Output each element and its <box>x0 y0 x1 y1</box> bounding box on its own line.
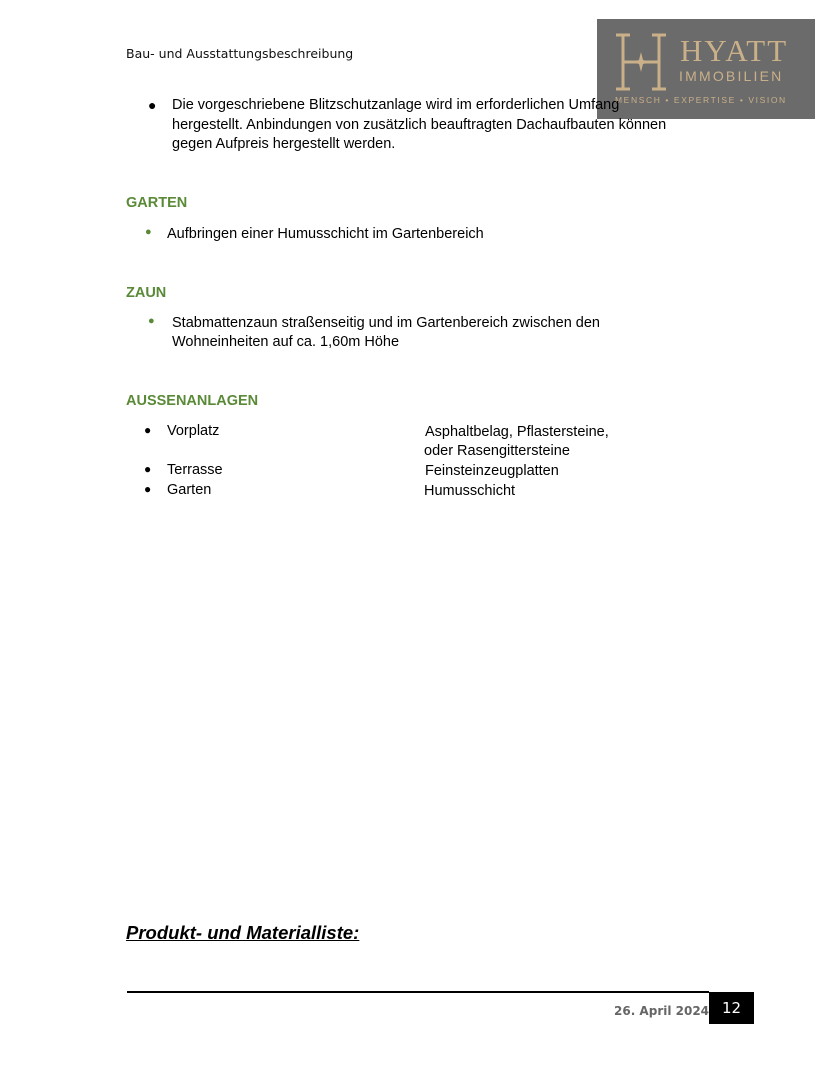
logo-monogram-icon <box>613 33 671 91</box>
hyatt-immobilien-logo <box>597 19 815 119</box>
section-heading-garten: GARTEN <box>126 195 188 211</box>
aussenanlagen-label: Garten <box>167 482 212 498</box>
page-number: 12 <box>709 992 754 1024</box>
product-material-list-heading: Produkt- und Materialliste: <box>126 922 360 943</box>
footer-divider <box>127 991 709 993</box>
garten-item-text: Aufbringen einer Humusschicht im Gartenbereich <box>167 226 484 242</box>
aussenanlagen-label: Terrasse <box>167 462 223 478</box>
aussenanlagen-value: Humusschicht <box>424 483 516 499</box>
aussenanlagen-label: Vorplatz <box>167 423 220 439</box>
bullet-dot-icon: ● <box>144 482 152 496</box>
zaun-line-1: Stabmattenzaun straßenseitig und im Gartenbereich zwischen den <box>172 315 600 331</box>
page-header-title: Bau- und Ausstattungsbeschreibung <box>126 46 354 61</box>
aussenanlagen-value-line-2: oder Rasengittersteine <box>424 443 570 459</box>
bullet-dot-icon: ● <box>148 315 155 327</box>
logo-subtitle: IMMOBILIEN <box>679 68 784 84</box>
bullet-dot-icon: ● <box>144 462 152 476</box>
logo-name: HYATT <box>680 33 789 68</box>
section-heading-zaun: ZAUN <box>126 285 167 301</box>
footer-date: 26. April 2024 <box>614 1004 710 1018</box>
bullet-dot-icon: ● <box>144 423 152 437</box>
logo-tagline: MENSCH • EXPERTISE • VISION <box>615 95 787 105</box>
aussenanlagen-value-line-1: Asphaltbelag, Pflastersteine, <box>425 424 609 440</box>
zaun-line-2: Wohneinheiten auf ca. 1,60m Höhe <box>172 334 400 350</box>
intro-line-2: hergestellt. Anbindungen von zusätzlich beauftragten Dachaufbauten können <box>172 117 667 133</box>
aussenanlagen-value: Feinsteinzeugplatten <box>425 463 559 479</box>
intro-line-3: gegen Aufpreis hergestellt werden. <box>172 136 396 152</box>
bullet-dot-icon: ● <box>148 97 157 113</box>
bullet-dot-icon: ● <box>145 226 152 238</box>
section-heading-aussenanlagen: AUSSENANLAGEN <box>126 393 259 409</box>
intro-line-1: Die vorgeschriebene Blitzschutzanlage wird im erforderlichen Umfang <box>172 97 620 113</box>
